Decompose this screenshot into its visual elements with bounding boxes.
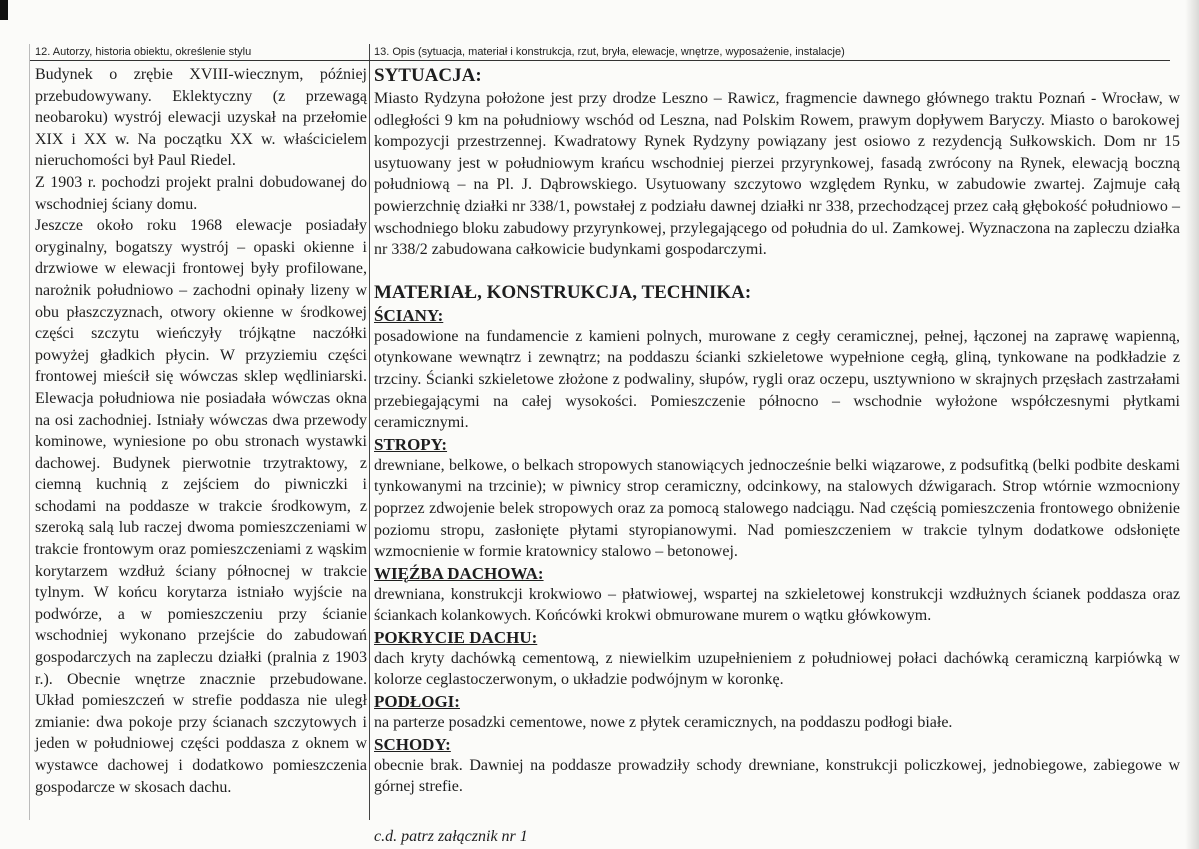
history-column — [35, 64, 367, 798]
scan-corner-mark — [0, 0, 8, 20]
stairs-heading: SCHODY: — [374, 734, 451, 754]
situation-text: Miasto Rydzyna położone jest przy drodze Leszno – Rawicz, fragmencie dawnego głównego traktu Poznań - Wrocław, w odległości 9 km na południowy wschód od Leszna, nad Polskim Rowem, prawym dopływem Baryczy. Miasto o barokowej kompozycji przestrzennej. Kwadratowy Rynek Rydzyny powiązany jest osiowo z rezydencją Sułkowskich. Dom nr 15 usytuowany jest w południowym krańcu wschodniej pierzei przyrynkowej, fasadą zwrócony na Rynek, elewacją boczną południową – na Pl. J. Dąbrowskiego. Usytuowany szczytowo względem Rynku, w zabudowie zwartej. Zajmuje całą powierzchnię działki nr 338/1, powstałej z podziału dawnej działki nr 338, przechodzącej przez całą głębokość południowo – wschodniego bloku zabudowy przyrynkowej, przylegającego od południa do ul. Zamkowej. Wyznaczona na zapleczu działka nr 338/2 zabudowana całkowicie budynkami gospodarczymi. — [374, 90, 1180, 259]
continuation-note: c.d. patrz załącznik nr 1 — [374, 827, 528, 845]
stairs-text: obecnie brak. Dawniej na poddasze prowadziły schody drewniane, konstrukcji policzkowej, jednobiegowe, zabiegowe w górnej strefie. — [374, 756, 1180, 796]
ceilings-text: drewniane, belkowe, o belkach stropowych stanowiących jednocześnie belki wiązarowe, z podsufitką (belki podbite deskami tynkowanymi na trzcinie); w piwnicy strop ceramiczny, odcinkowy, na stalowych dźwigarach. Strop wtórnie wzmocniony poprzez zdwojenie belek stropowych oraz za pomocą stalowego nadciągu. Nad częścią pomieszczenia frontowego obniżenie poziomu stropu, zasłonięte płytami styropianowymi. Nad pomieszczeniem w trakcie tylnym dodatkowe odsłonięte wzmocnienie w formie kratownicy stalowo – betonowej. — [374, 456, 1180, 561]
scan-edge-shadow — [1185, 0, 1199, 849]
ceilings-heading: STROPY: — [374, 434, 448, 454]
roof-truss-text: drewniana, konstrukcji krokwiowo – płatwiowej, wspartej na szkieletowej konstrukcji wzdłużnych ścianek poddasza oraz ściankach kolankowych. Końcówki krokwi obmurowane murem o wątku główkowym. — [374, 585, 1180, 625]
walls-text: posadowione na fundamencie z kamieni polnych, murowane z cegły ceramicznej, pełnej, łączonej na zaprawę wapienną, otynkowane wewnątrz i zewnątrz; na poddaszu ścianki szkieletowe wypełnione cegłą, gliną, tynkowane na podkładzie z trzciny. Ścianki szkieletowe złożone z podwaliny, słupów, rygli oraz oczepu, usztywniono w skrajnych przęsłach zastrzałami przebiegającymi na całej wysokości. Pomieszczenie północno – wschodnie wyłożone współczesnymi płytkami ceramicznymi. — [374, 327, 1180, 432]
section-12-header: 12. Autorzy, historia obiektu, określenie stylu — [35, 46, 252, 58]
section-13-header: 13. Opis (sytuacja, materiał i konstrukcja, rzut, bryła, elewacje, wnętrze, wyposażenie, instalacje) — [374, 46, 845, 58]
description-column — [374, 64, 1180, 847]
left-border — [29, 44, 30, 820]
floors-text: na parterze posadzki cementowe, nowe z płytek ceramicznych, na poddaszu podłogi białe. — [374, 714, 953, 732]
history-paragraph: Budynek o zrębie XVIII-wiecznym, później przebudowywany. Eklektyczny (z przewagą neobaroku) wystrój elewacji uzyskał na przełomie XIX i XX w. Na początku XX w. właścicielem nieruchomości był Paul Riedel. — [35, 66, 367, 170]
material-heading: MATERIAŁ, KONSTRUKCJA, TECHNIKA: — [374, 281, 752, 303]
column-divider — [369, 44, 370, 820]
history-paragraph: Jeszcze około roku 1968 elewacje posiadały oryginalny, bogatszy wystrój – opaski okienne i drzwiowe w elewacji frontowej były profilowane, narożnik południowo – zachodni opinały lizeny w obu płaszczyznach, otwory okienne w środkowej części szczytu wieńczyły trójkątne naczółki powyżej gładkich płycin. W przyziemiu części frontowej mieścił się wówczas sklep wędliniarski. Elewacja południowa nie posiadała wówczas okna na osi zachodniej. Istniały wówczas dwa przewody kominowe, wyniesione po obu stronach wystawki dachowej. Budynek pierwotnie trzytraktowy, z ciemną kuchnią z zejściem do piwniczki i schodami na poddasze w trakcie środkowym, z szeroką salą lub raczej dwoma pomieszczeniami w trakcie frontowym oraz pomieszczeniami z wąskim korytarzem wzdłuż ściany północnej w trakcie tylnym. W końcu korytarza istniało wyjście na podwórze, a w pomieszczeniu przy ścianie wschodniej wykonano przejście do zabudowań gospodarczych na zapleczu działki (pralnia z 1903 r.). Obecnie wnętrze znacznie przebudowane. Układ pomieszczeń w strefie poddasza nie uległ zmianie: dwa pokoje przy ścianach szczytowych i jeden w południowej części poddasza z oknem w wystawce dachowej i dodatkowo pomieszczenia gospodarcze w skosach dachu. — [35, 217, 367, 796]
situation-heading: SYTUACJA: — [374, 65, 482, 86]
history-paragraph: Z 1903 r. pochodzi projekt pralni dobudowanej do wschodniej ściany domu. — [35, 173, 367, 213]
header-rule — [30, 60, 1170, 61]
roofing-text: dach kryty dachówką cementową, z niewielkim uzupełnieniem z południowej połaci dachówką ceramiczną karpiówką w kolorze ceglastoczerwonym, o układzie podwójnym w koronkę. — [374, 649, 1180, 689]
floors-heading: PODŁOGI: — [374, 692, 460, 712]
walls-heading: ŚCIANY: — [374, 305, 444, 325]
roofing-heading: POKRYCIE DACHU: — [374, 627, 538, 647]
roof-truss-heading: WIĘŹBA DACHOWA: — [374, 563, 544, 583]
